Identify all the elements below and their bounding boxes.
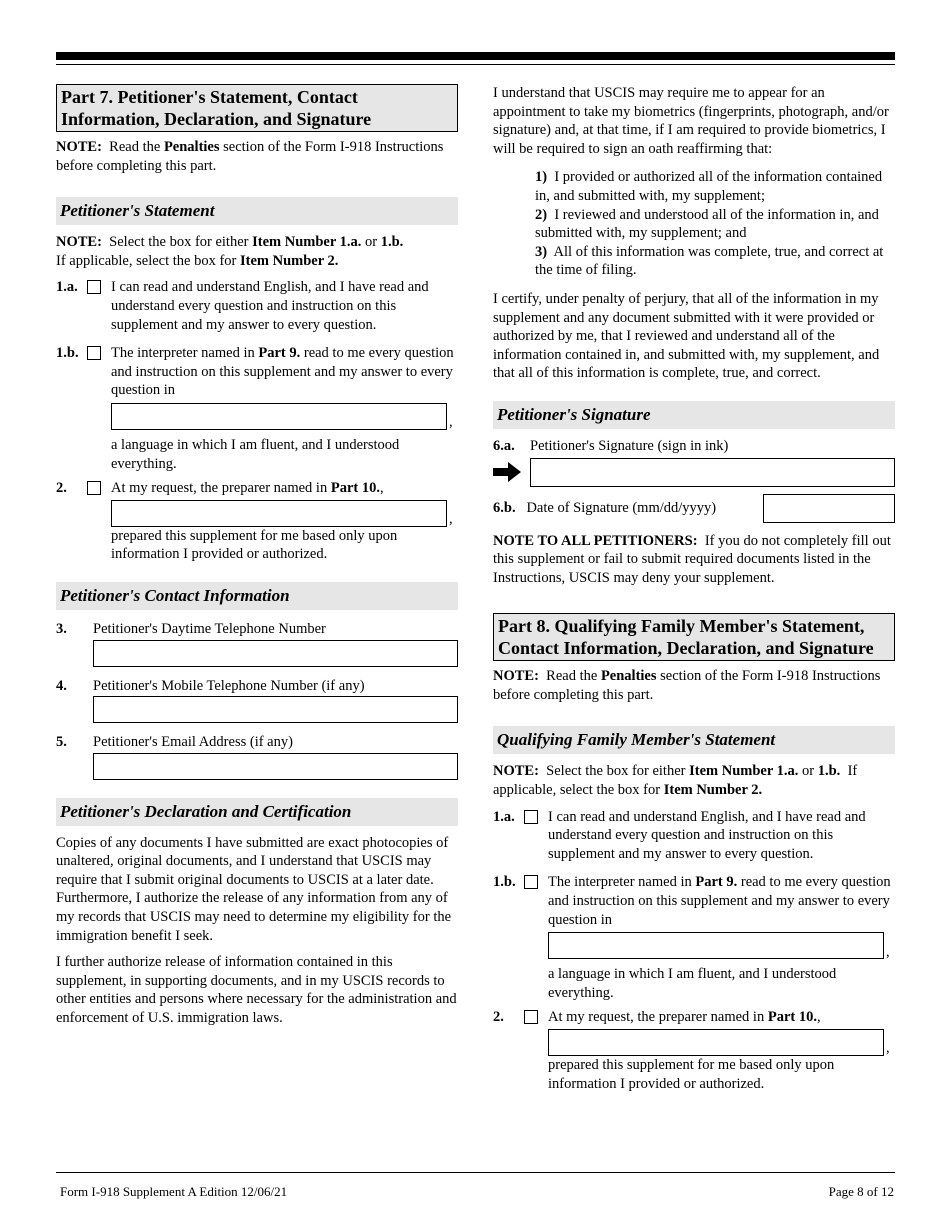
qfm-checkbox-1b[interactable] [524,875,538,889]
item-3: 3. Petitioner's Daytime Telephone Number [56,620,458,667]
petitioner-contact-heading: Petitioner's Contact Information [56,582,458,610]
qfm-checkbox-2[interactable] [524,1010,538,1024]
select-note: NOTE: Select the box for either Item Number 1.a. or 1.b. If applicable, select the box for Item Number 2. [56,234,404,269]
checkbox-1a[interactable] [87,280,101,294]
qfm-item-2: 2. At my request, the preparer named in Part 10., , prepared this supplement for me based only upon information I provided or authorized. [493,1009,890,1092]
email-field[interactable] [93,753,458,780]
daytime-phone-field[interactable] [93,640,458,667]
qfm-select-note: NOTE: Select the box for either Item Number 1.a. or 1.b. If applicable, select the box for Item Number 2. [493,763,858,799]
item-6b: 6.b. Date of Signature (mm/dd/yyyy) [493,494,895,524]
item-6a: 6.a. Petitioner's Signature (sign in ink) [493,437,729,454]
qfm-interpreter-language-field[interactable] [548,932,884,959]
interpreter-language-field[interactable] [111,403,447,430]
checkbox-1b[interactable] [87,346,101,360]
qfm-preparer-field[interactable] [548,1029,884,1056]
arrow-right-icon [493,462,521,482]
oath-item-2: 2) I reviewed and understood all of the information in, and submitted with, my supplement; and [535,206,879,242]
part7-title: Part 7. Petitioner's Statement, Contact Information, Declaration, and Signature [56,84,458,132]
mobile-phone-field[interactable] [93,696,458,723]
left-column [56,84,458,1028]
declaration-paragraph-1: Copies of any documents I have submitted are exact photocopies of unaltered, original documents, and I understand that USCIS may require that I submit original documents to USCIS at a later date. Furthermore, I authorize the release of any information from any of my records that USCIS may need to determine my eligibility for the immigration benefit I seek. [56,834,452,944]
item-1a: 1.a. I can read and understand English, and I have read and understand every question and instruction on this supplement and my answer to every question. [56,279,429,333]
certify-paragraph: I certify, under penalty of perjury, that all of the information in my supplement and any document submitted with it were provided or authorized by me, that I reviewed and understand all of the information contained in, and submitted with, my supplement, and that all of this information is complete, true, and correct. [493,290,880,382]
biometrics-intro: I understand that USCIS may require me to appear for an appointment to take my biometrics (fingerprints, photograph, and/or signature) and, at that time, if I am required to provide biometrics, I will be required to sign an oath reaffirming that: [493,85,889,157]
signature-date-field[interactable] [763,494,895,523]
item-2: 2. At my request, the preparer named in Part 10., , prepared this supplement for me based only upon information I provided or authorized. [56,480,453,563]
footer-page-number: Page 8 of 12 [828,1184,894,1199]
part8-note: NOTE: Read the Penalties section of the Form I-918 Instructions before completing this part. [493,668,881,703]
declaration-paragraph-2: I further authorize release of information contained in this supplement, in supporting documents, and in my USCIS records to other entities and persons where necessary for the administration and enforcement of U.S. immigration laws. [56,954,457,1027]
item-4: 4. Petitioner's Mobile Telephone Number (if any) [56,677,458,724]
qfm-item-1b: 1.b. The interpreter named in Part 9. read to me every question and instruction on this supplement and my answer to every question in , a language in which I am fluent, and I understood everything. [493,874,891,1001]
item-5: 5. Petitioner's Email Address (if any) [56,733,458,780]
qfm-item-1a: 1.a. I can read and understand English, and I have read and understand every question and instruction on this supplement and my answer to every question. [493,808,866,862]
footer-form-name: Form I-918 Supplement A Edition 12/06/21 [60,1184,288,1199]
oath-item-1: 1) I provided or authorized all of the information contained in, and submitted with, my supplement; [535,169,883,204]
petitioner-statement-heading: Petitioner's Statement [56,197,458,225]
petitioner-signature-field[interactable] [530,458,895,487]
qfm-checkbox-1a[interactable] [524,810,538,824]
checkbox-2[interactable] [87,481,101,495]
top-rule-thick [56,52,895,60]
qfm-statement-heading: Qualifying Family Member's Statement [493,726,895,754]
part8-title: Part 8. Qualifying Family Member's Statement, Contact Information, Declaration, and Signature [493,613,895,661]
oath-item-3: 3) All of this information was complete, true, and correct at the time of filing. [535,243,884,279]
petitioner-signature-heading: Petitioner's Signature [493,401,895,429]
footer-rule [56,1172,895,1173]
petitioner-declaration-heading: Petitioner's Declaration and Certification [56,798,458,826]
item-1b: 1.b. The interpreter named in Part 9. read to me every question and instruction on this supplement and my answer to every question in , a language in which I am fluent, and I understood everything. [56,345,454,472]
note-to-all-petitioners: NOTE TO ALL PETITIONERS: If you do not completely fill out this supplement or fail to submit required documents listed in the Instructions, USCIS may deny your supplement. [493,532,891,586]
top-rule-thin [56,64,895,65]
preparer-field[interactable] [111,500,447,527]
part7-note: NOTE: Read the Penalties section of the Form I-918 Instructions before completing this part. [56,139,444,174]
right-column [493,84,895,1093]
oath-list [493,168,895,280]
signature-row [493,458,895,488]
